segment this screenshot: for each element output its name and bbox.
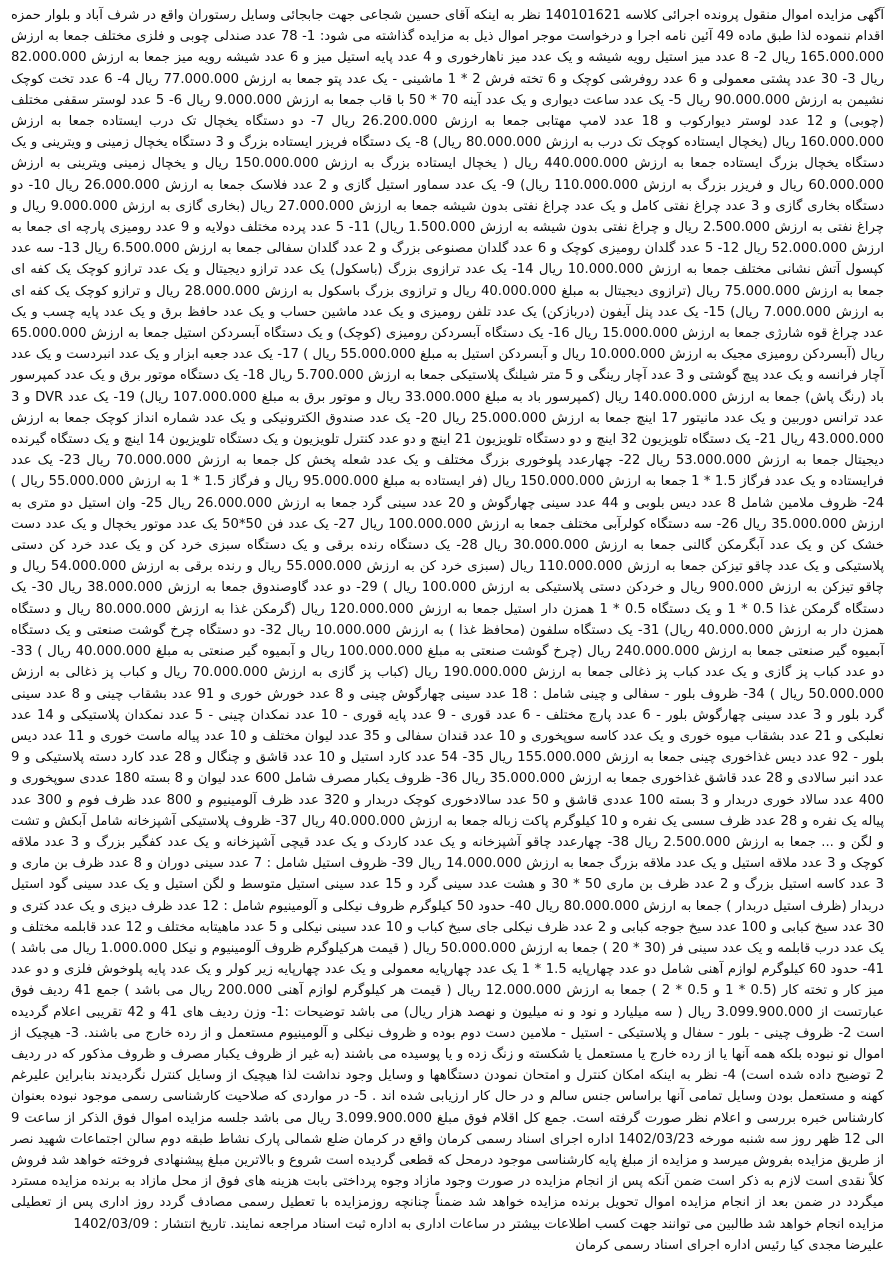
notice-body bbox=[11, 5, 884, 1256]
notice-body-text: آگهی مزایده اموال منقول پرونده اجرائی کلاسه 140101621 نظر به اینکه آقای حسین شجاعی جهت جابجائی وسایل رستوران واقع در شرف آباد و بلوار حمزه اقدام ننموده لذا طبق ماده 49 آئین نامه اجرا و درخواست موجر اموال ذیل به مزایده گذاشته می شود: 1- 78 عدد صندلی چوبی و فلزی مختلف جمعا به ارزش 165.000.000 ریال 2- 8 عدد میز استیل رویه شیشه و یک عدد میز ناهارخوری و 4 عدد پایه استیل میز و 6 عدد شیشه رویه میز جمعا به ارزش 82.000.000 ریال 3- 30 عدد پشتی معمولی و 6 عدد روفرشی کوچک و 6 تخته فرش 2 * 1 ماشینی - یک عدد پتو جمعا به ارزش 77.000.000 ریال 4- 6 عدد تخت کوچک نشیمن به ارزش 90.000.000 ریال 5- یک عدد ساعت دیواری و یک عدد آینه 70 * 50 با قاب جمعا به ارزش 9.000.000 ریال 6- 5 عدد لوستر سقفی مختلف (چوبی) و 12 عدد لوستر دیوارکوب و 18 عدد لامپ مهتابی جمعا به ارزش 26.200.000 ریال 7- دو دستگاه یخچال تک درب ایستاده جمعا به ارزش 160.000.000 ریال (یخچال ایستاده کوچک تک درب به ارزش 80.000.000 ریال) 8- یک دستگاه فریزر ایستاده بزرگ و 3 دستگاه یخچال زمینی و ویترینی و یک دستگاه یخچال بزرگ ایستاده جمعا به ارزش 440.000.000 ریال ( یخچال ایستاده بزرگ به ارزش 150.000.000 ریال و یخچال زمینی ویترینی به ارزش 60.000.000 ریال و فریزر بزرگ به ارزش 110.000.000 ریال) 9- یک عدد سماور استیل گازی و 2 عدد فلاسک جمعا به ارزش 26.000.000 ریال 10- دو دستگاه بخاری گازی و 3 عدد چراغ نفتی کامل و یک عدد چراغ نفتی بدون شیشه جمعا به ارزش 27.000.000 ریال (بخاری گازی به ارزش 9.000.000 ریال و چراغ نفتی به ارزش 2.500.000 ریال و چراغ نفتی بدون شیشه به ارزش 1.500.000 ریال) 11- 5 عدد پرده مختلف دولایه و 9 عدد رومیزی پارچه ای جمعا به ارزش 52.000.000 ریال 12- 5 عدد گلدان رومیزی کوچک و 6 عدد گلدان مصنوعی بزرگ و 2 عدد گلدان سفالی جمعا به ارزش 6.500.000 ریال 13- سه عدد کپسول آتش نشانی مختلف جمعا به ارزش 10.000.000 ریال 14- یک عدد ترازوی بزرگ (باسکول) یک عدد ترازو دیجیتال و یک عدد ترازو کوچک یک کفه ای جمعا به ارزش 75.000.000 ریال (ترازوی دیجیتال به مبلغ 40.000.000 ریال و ترازوی بزرگ باسکول به ارزش 28.000.000 ریال و ترازو کوچک یک کفه ای به ارزش 7.000.000 ریال) 15- یک عدد پنل آیفون (دربازکن) یک عدد تلفن رومیزی و یک عدد ماشین حساب و یک عدد حافظ برق و یک عدد پایه چسب و یک عدد چراغ قوه شارژی جمعا به ارزش 15.000.000 ریال 16- یک دستگاه آبسردکن رومیزی (کوچک) و یک دستگاه آبسردکن استیل جمعا به ارزش 65.000.000 ریال (آبسردکن رومیزی مجیک به ارزش 10.000.000 ریال و آبسردکن استیل به مبلغ 55.000.000 ریال ) 17- یک عدد جعبه ابزار و یک عدد انبردست و یک عدد آچار فرانسه و یک عدد پیچ گوشتی و 3 عدد آچار رینگی و 5 متر شیلنگ پلاستیکی جمعا به ارزش 5.700.000 ریال 18- یک دستگاه موتور برق و یک عدد کمپرسور باد (رنگ پاش) جمعا به ارزش 140.000.000 ریال (کمپرسور باد به مبلغ 33.000.000 ریال و موتور برق به مبلغ 107.000.000 ریال) 19- یک عدد DVR و 3 عدد ترانس دوربین و یک عدد مانیتور 17 اینچ جمعا به ارزش 25.000.000 ریال 20- یک عدد صندوق الکترونیکی و یک عدد شماره انداز کوچک جمعا به ارزش 43.000.000 ریال 21- یک دستگاه تلویزیون 32 اینچ و دو دستگاه تلویزیون 21 اینچ و دو عدد کنترل تلویزیون و یک دستگاه تلویزیون 14 اینچ و یک دستگاه گیرنده دیجیتال جمعا به ارزش 53.000.000 ریال 22- چهارعدد پلوخوری بزرگ مختلف و یک عدد شعله پخش کل جمعا به ارزش 70.000.000 ریال 23- یک عدد فرایستاده و یک عدد فرگاز 1.5 * 1 جمعا به ارزش 150.000.000 ریال (فر ایستاده به مبلغ 95.000.000 ریال و فرگاز 1.5 * 1 به ارزش 55.000.000 ریال ) 24- ظروف ملامین شامل 8 عدد دیس بلوبی و 44 عدد سینی چهارگوش و 20 عدد سینی گرد جمعا به ارزش 26.000.000 ریال 25- وان استیل دو متری به ارزش 35.000.000 ریال 26- سه دستگاه کولرآبی مختلف جمعا به ارزش 100.000.000 ریال 27- یک عدد فن 50*50 یک عدد موتور یخچال و یک عدد دست خشک کن و یک عدد آبگرمکن گالنی جمعا به ارزش 30.000.000 ریال 28- یک دستگاه رنده برقی و یک دستگاه سبزی خرد کن و یک عدد خرد کن دستی پلاستیکی و یک عدد چاقو تیزکن جمعا به ارزش 110.000.000 ریال (سبزی خرد کن به ارزش 55.000.000 ریال و رنده برقی به ارزش 54.000.000 ریال و چاقو تیزکن به ارزش 900.000 ریال و خردکن دستی پلاستیکی به ارزش 100.000 ریال ) 29- دو عدد گاوصندوق جمعا به ارزش 38.000.000 ریال 30- یک دستگاه گرمکن غذا 0.5 * 1 و یک دستگاه 0.5 * 1 همزن دار استیل جمعا به ارزش 120.000.000 ریال (گرمکن غذا به ارزش 80.000.000 ریال و دستگاه همزن دار به ارزش 40.000.000 ریال) 31- یک دستگاه سلفون (محافظ غذا ) به ارزش 10.000.000 ریال 32- دو دستگاه چرخ گوشت صنعتی و یک دستگاه آبمیوه گیر صنعتی جمعا به ارزش 240.000.000 ریال (چرخ گوشت صنعتی به مبلغ 100.000.000 ریال و آبمیوه گیر صنعتی به مبلغ 40.000.000 ریال ) 33- دو عدد کباب پز گازی و یک عدد کباب پز ذغالی جمعا به ارزش 190.000.000 ریال (کباب پز گازی به ارزش 70.000.000 ریال و کباب پز ذغالی به ارزش 50.000.000 ریال ) 34- ظروف بلور - سفالی و چینی شامل : 18 عدد سینی چهارگوش چینی و 8 عدد خورش خوری و 91 عدد بشقاب چینی و 8 عدد سینی گرد بلور و 3 عدد سینی چهارگوش بلور - 6 عدد پارچ مختلف - 6 عدد قوری - 9 عدد پایه قوری - 10 عدد نمکدان چینی - 5 عدد نمکدان پلاستیکی و 14 عدد نعلبکی و 21 عدد بشقاب میوه خوری و یک عدد کاسه سوپخوری و 10 عدد قندان سفالی و 35 عدد لیوان مختلف و 10 عدد پیاله ماست خوری و 11 عدد دیس بلور - 92 عدد دیس غذاخوری چینی جمعا به ارزش 155.000.000 ریال 35- 54 عدد کارد استیل و 10 عدد قاشق و چنگال و 28 عدد کارد دسته پلاستیکی و 9 عدد انبر سالادی و 28 عدد قاشق غذاخوری جمعا به ارزش 35.000.000 ریال 36- ظروف یکبار مصرف شامل 600 عدد لیوان و 8 بسته 180 عددی سوپخوری و 400 عدد سالاد خوری دربدار و 3 بسته 100 عددی قاشق و 50 عدد سالادخوری کوچک دربدار و 320 عدد ظرف آلومینیوم و 800 عدد ظرف فوم و 300 عدد پیاله یک نفره و 28 عدد ظرف سسی یک نفره و 10 کیلوگرم پاکت زباله جمعا به ارزش 40.000.000 ریال 37- ظروف پلاستیکی آشپزخانه شامل آبکش و تشت و لگن و ... جمعا به ارزش 2.500.000 ریال 38- چهارعدد چاقو آشپزخانه و یک عدد کاردک و یک عدد قیچی آشپزخانه و یک عدد کفگیر بزرگ و 3 عدد ملاقه کوچک و 3 عدد ملاقه استیل و یک عدد ملاقه بزرگ جمعا به ارزش 14.000.000 ریال 39- ظروف استیل شامل : 7 عدد سینی دوران و 8 عدد ظرف بن ماری و 3 عدد کاسه استیل بزرگ و 2 عدد ظرف بن ماری 50 * 30 و هشت عدد سینی گرد و 15 عدد سینی استیل متوسط و لگن استیل و یک عدد سینی گود استیل دربدار (ظرف استیل دربدار ) جمعا به ارزش 80.000.000 ریال 40- حدود 50 کیلوگرم ظروف نیکلی و آلومینیوم شامل : 12 عدد ظرف دیزی و یک عدد کتری و 30 عدد سیخ کبابی و 100 عدد سیخ جوجه کبابی و 2 عدد ظرف نیکلی جای سیخ کباب و 10 عدد سینی نیکلی و 5 عدد ماهیتابه مختلف و 12 عدد قابلمه مختلف و یک عدد درب قابلمه و یک عدد سینی فر (30 * 20 ) جمعا به ارزش 50.000.000 ریال ( قیمت هرکیلوگرم ظروف آلومینیوم و نیکل 1.000.000 ریال می باشد ) 41- حدود 60 کیلوگرم لوازم آهنی شامل دو عدد چهارپایه 1.5 * 1 یک عدد چهارپایه معمولی و یک عدد چهارپایه زیر کولر و یک عدد پایه پلوخوش فلزی و دو عدد میز کار و تخته کار (0.5 * 1 و 0.5 * 2 ) جمعا به ارزش 12.000.000 ریال ( قیمت هر کیلوگرم لوازم آهنی 200.000 ریال می باشد ) جمع 41 ردیف فوق عبارتست از 3.099.900.000 ریال ( سه میلیارد و نود و نه میلیون و نهصد هزار ریال) می باشد توضیحات :1- وزن ردیف های 41 و 42 تقریبی اعلام گردیده است 2- ظروف چینی - بلور - سفال و پلاستیکی - استیل - ملامین دست دوم بوده و ظروف نیکلی و آلومینیوم مستعمل و از رده خارج می باشند. 3- هیچیک از اموال نو نبوده بلکه همه آنها یا از رده خارج یا مستعمل یا شکسته و زنگ زده و یا پوسیده می باشند (به غیر از ظروف یکبار مصرف و ظروف مذکور که در ردیف 2 توضیح داده شده است) 4- نظر به اینکه امکان کنترل و امتحان نمودن دستگاهها و وسایل وجود نداشت لذا هیچیک از وسایل کنترل نگردیدند بنابراین علیرغم کهنه و مستعمل بودن وسایل تمامی آنها براساس جنس سالم و در حال کار ارزیابی شده اند . 5- در مواردی که صلاحیت کارشناسی رسمی موجود نبوده بعنوان کارشناس خبره بررسی و اعلام نظر صورت گرفته است. جمع کل اقلام فوق مبلغ 3.099.900.000 ریال می باشد جلسه مزایده اموال فوق الذکر از ساعت 9 الی 12 ظهر روز سه شنبه مورخه 1402/03/23 اداره اجرای اسناد رسمی کرمان واقع در کرمان ضلع شمالی پارک نشاط طبقه دوم سالن اجتماعات شهید نصر از طریق مزایده بفروش میرسد و مزایده از مبلغ پایه کارشناسی موجود درمحل که قطعی گردیده است شروع و بالاترین مبلغ پیشنهادی فروخته خواهد شد فروش کلاً نقدی است لازم به ذکر است ضمن آنکه پس از انجام مزایده در صورت وجود مازاد وجوه پرداختی بابت هزینه های فوق از محل مازاد به برنده مزایده مسترد میگردد در ضمن بعد از انجام مزایده اموال تحویل برنده مزایده خواهد شد ضمناً چنانچه روزمزایده با تعطیل رسمی مصادف گردد روز اداری پس از تعطیلی مزایده انجام خواهد شد طالبین می توانند جهت کسب اطلاعات بیشتر در ساعات اداری به اداره ثبت اسناد مراجعه نمایند. تاریخ انتشار : 1402/03/09 bbox=[11, 8, 885, 1232]
notice-signature: علیرضا مجدی کیا رئیس اداره اجرای اسناد رسمی کرمان bbox=[575, 1237, 884, 1253]
